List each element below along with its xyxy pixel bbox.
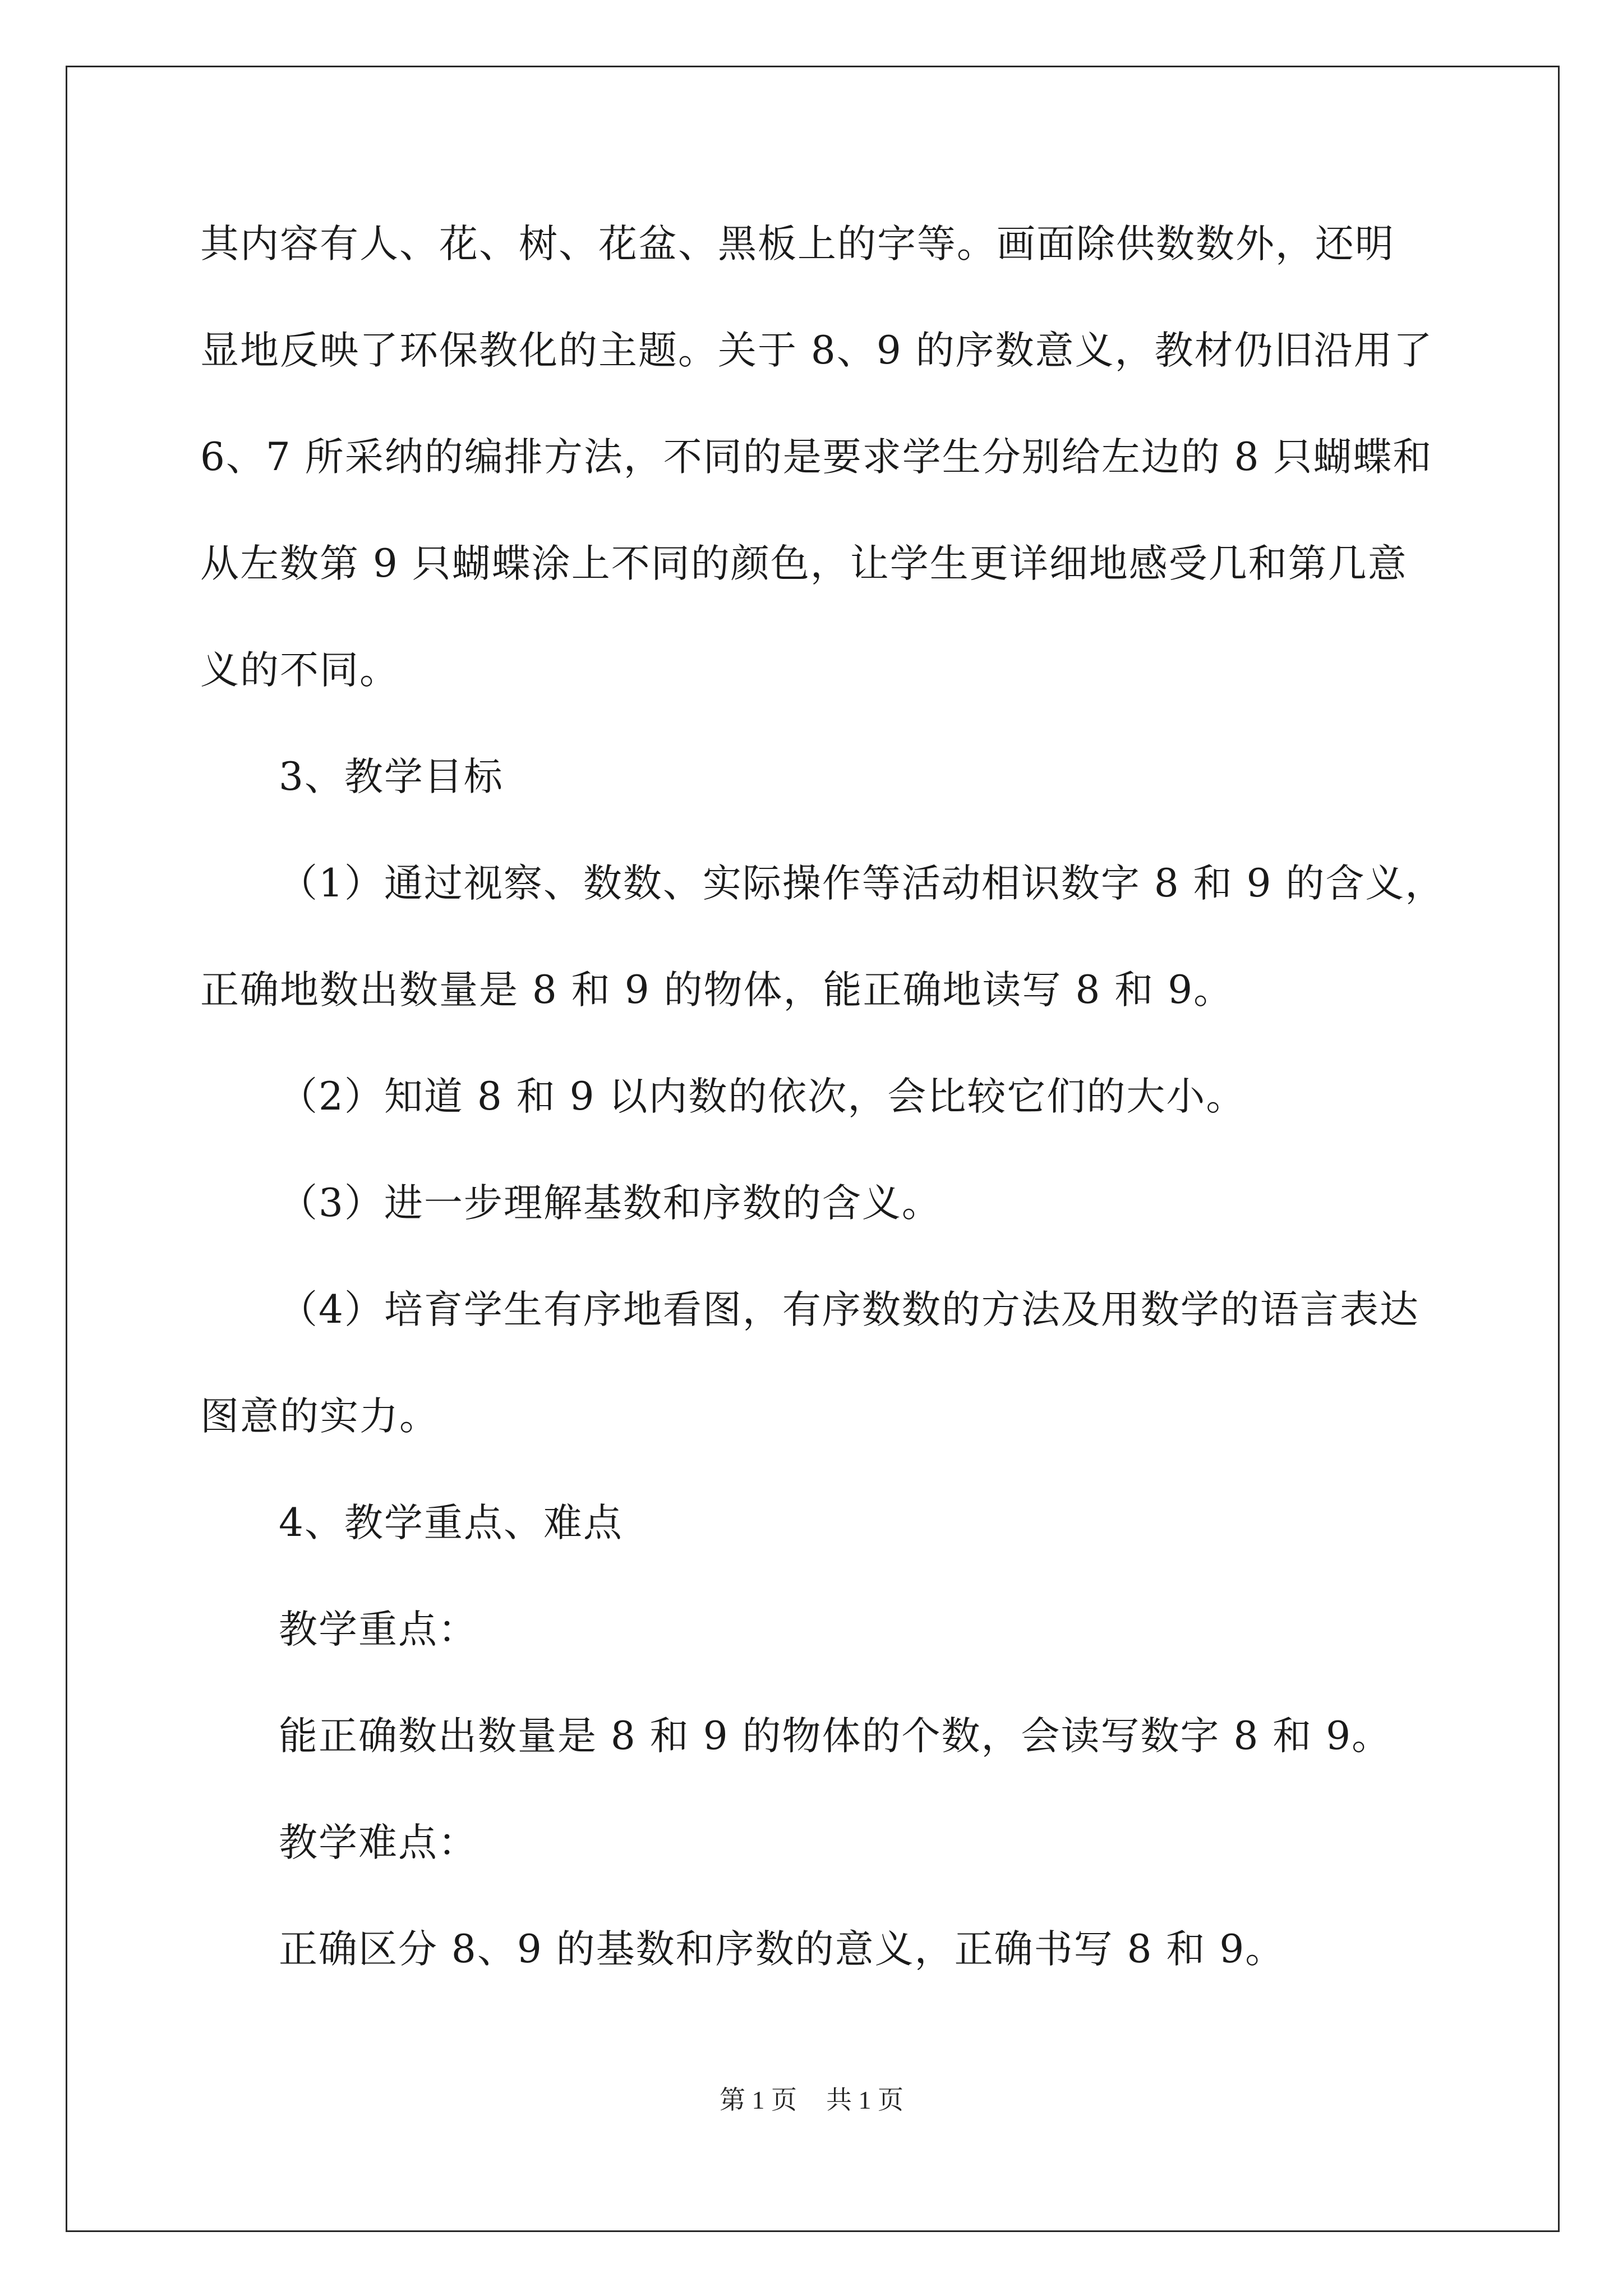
text-line: （3）进一步理解基数和序数的含义。 bbox=[279, 1181, 942, 1226]
page-number: 第 1 页 bbox=[720, 2086, 797, 2114]
text-line: 显地反映了环保教化的主题。关于 8、9 的序数意义，教材仍旧沿用了 bbox=[200, 328, 1433, 373]
text-line: 图意的实力。 bbox=[200, 1394, 439, 1439]
text-line: （4）培育学生有序地看图，有序数数的方法及用数学的语言表达 bbox=[279, 1287, 1419, 1332]
page-border bbox=[66, 66, 1560, 2232]
text-line: 6、7 所采纳的编排方法，不同的是要求学生分别给左边的 8 只蝴蝶和 bbox=[200, 435, 1433, 480]
text-line: 能正确数出数量是 8 和 9 的物体的个数，会读写数字 8 和 9。 bbox=[279, 1714, 1392, 1759]
text-line: （1）通过视察、数数、实际操作等活动相识数字 8 和 9 的含义， bbox=[279, 861, 1445, 906]
text-line: 义的不同。 bbox=[200, 648, 399, 693]
page-footer bbox=[0, 2083, 1623, 2117]
text-line: 正确区分 8、9 的基数和序数的意义，正确书写 8 和 9。 bbox=[279, 1927, 1285, 1972]
text-line: （2）知道 8 和 9 以内数的依次，会比较它们的大小。 bbox=[279, 1074, 1246, 1119]
section-heading: 4、教学重点、难点 bbox=[279, 1501, 623, 1545]
text-line: 其内容有人、花、树、花盆、黑板上的字等。画面除供数数外，还明 bbox=[200, 222, 1395, 266]
subheading: 教学重点： bbox=[279, 1607, 478, 1652]
text-line: 从左数第 9 只蝴蝶涂上不同的颜色，让学生更详细地感受几和第几意 bbox=[200, 541, 1408, 586]
subheading: 教学难点： bbox=[279, 1820, 478, 1865]
text-line: 正确地数出数量是 8 和 9 的物体，能正确地读写 8 和 9。 bbox=[200, 968, 1234, 1013]
section-heading: 3、教学目标 bbox=[279, 754, 504, 799]
page-total: 共 1 页 bbox=[826, 2086, 903, 2114]
